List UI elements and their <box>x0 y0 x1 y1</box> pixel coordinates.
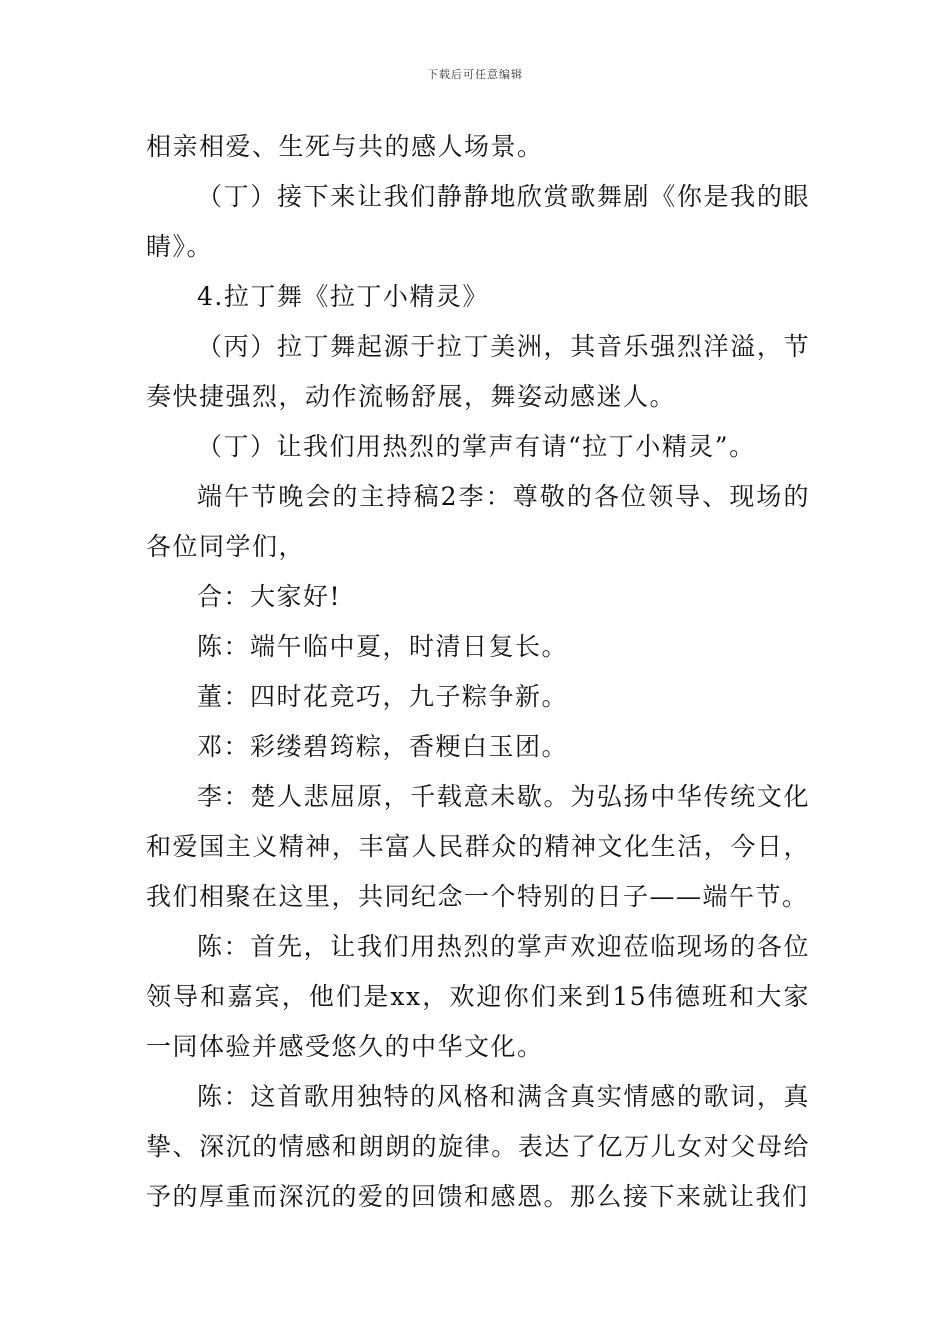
paragraph: 陈：首先，让我们用热烈的掌声欢迎莅临现场的各位领导和嘉宾，他们是xx，欢迎你们来到15伟德班和大家一同体验并感受悠久的中华文化。 <box>146 932 810 1061</box>
paragraph: （丁）接下来让我们静静地欣赏歌舞剧《你是我的眼睛》。 <box>146 182 810 261</box>
paragraph: 董：四时花竞巧，九子粽争新。 <box>197 682 569 711</box>
paragraph: 陈：端午临中夏，时清日复长。 <box>197 632 569 661</box>
document-body <box>146 122 810 1222</box>
paragraph: 合：大家好! <box>197 582 342 611</box>
paragraph: 陈：这首歌用独特的风格和满含真实情感的歌词，真挚、深沉的情感和朗朗的旋律。表达了亿万儿女对父母给予的厚重而深沉的爱的回馈和感恩。那么接下来就让我们 <box>146 1082 810 1211</box>
paragraph: 相亲相爱、生死与共的感人场景。 <box>146 132 544 161</box>
paragraph: （丙）拉丁舞起源于拉丁美洲，其音乐强烈洋溢，节奏快捷强烈，动作流畅舒展，舞姿动感迷人。 <box>146 332 810 411</box>
paragraph: 邓：彩缕碧筠粽，香粳白玉团。 <box>197 732 569 761</box>
page-header: 下载后可任意编辑 <box>427 68 523 81</box>
section-heading: 4.拉丁舞《拉丁小精灵》 <box>197 282 489 311</box>
paragraph: 李：楚人悲屈原，千载意未歇。为弘扬中华传统文化和爱国主义精神，丰富人民群众的精神文化生活，今日，我们相聚在这里，共同纪念一个特别的日子——端午节。 <box>146 782 810 911</box>
paragraph: 端午节晚会的主持稿2李：尊敬的各位领导、现场的各位同学们， <box>146 482 810 561</box>
paragraph: （丁）让我们用热烈的掌声有请“拉丁小精灵”。 <box>197 432 756 461</box>
